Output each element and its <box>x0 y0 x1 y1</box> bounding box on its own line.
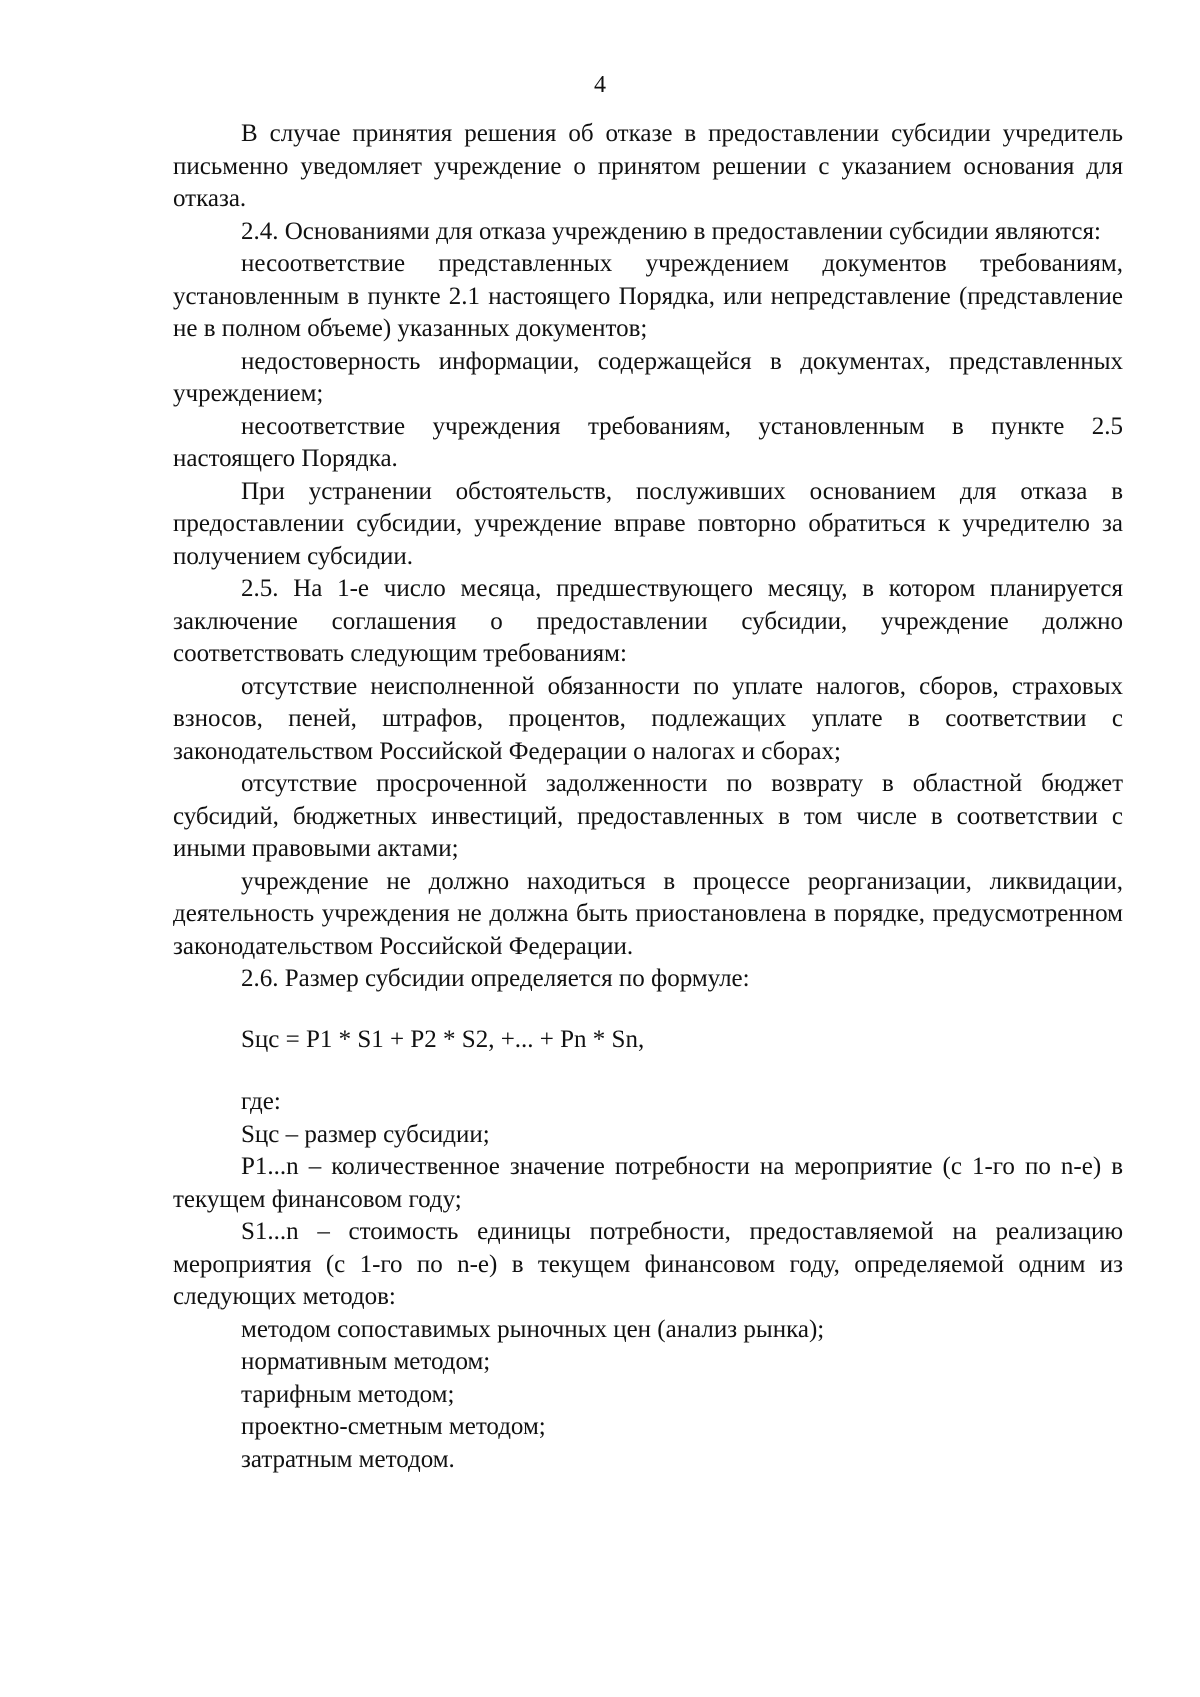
document-body <box>173 118 1123 1476</box>
method-item: затратным методом. <box>241 1445 455 1473</box>
method-item: методом сопоставимых рыночных цен (анализ рынка); <box>241 1315 825 1343</box>
paragraph-2-5: 2.5. На 1-е число месяца, предшествующего месяцу, в котором планируется заключение соглашения о предоставлении субсидии, учреждение должно соответствовать следующим требованиям: <box>173 575 1123 667</box>
subsidy-formula: Sцс = P1 * S1 + P2 * S2, +... + Pn * Sn, <box>241 1025 645 1053</box>
paragraph-req-reorganization: учреждение не должно находиться в процессе реорганизации, ликвидации, деятельность учреждения не должна быть приостановлена в порядке, предусмотренном законодательством Российской Федерации. <box>173 867 1123 960</box>
legend-s1n-definition: S1...n – стоимость единицы потребности, предоставляемой на реализацию мероприятия (с 1-го по n-е) в текущем финансовом году, определяемой одним из следующих методов: <box>173 1218 1123 1310</box>
page-number: 4 <box>594 72 606 98</box>
paragraph-ground-documents: несоответствие представленных учреждением документов требованиям, установленным в пункте 2.1 настоящего Порядка, или непредставление (представление не в полном объеме) указанных документов; <box>173 250 1123 342</box>
paragraph-2-4: 2.4. Основаниями для отказа учреждению в предоставлении субсидии являются: <box>241 217 1101 245</box>
paragraph-reapply: При устранении обстоятельств, послуживших основанием для отказа в предоставлении субсидии, учреждение вправе повторно обратиться к учредителю за получением субсидии. <box>173 477 1123 570</box>
paragraph-ground-noncompliance: несоответствие учреждения требованиям, установленным в пункте 2.5 настоящего Порядка. <box>173 412 1123 472</box>
method-item: нормативным методом; <box>241 1348 491 1375</box>
paragraph-req-taxes: отсутствие неисполненной обязанности по уплате налогов, сборов, страховых взносов, пеней, штрафов, процентов, подлежащих уплате в соответствии с законодательством Российской Федерации о налогах и сборах; <box>173 672 1123 765</box>
legend-s-definition: Sцс – размер субсидии; <box>241 1120 490 1148</box>
paragraph-2-6: 2.6. Размер субсидии определяется по формуле: <box>241 965 750 992</box>
paragraph-ground-unreliable: недостоверность информации, содержащейся в документах, представленных учреждением; <box>173 347 1123 407</box>
paragraph-req-debt: отсутствие просроченной задолженности по возврату в областной бюджет субсидий, бюджетных инвестиций, предоставленных в том числе в соответствии с иными правовыми актами; <box>173 770 1123 862</box>
method-item: проектно-сметным методом; <box>241 1413 546 1440</box>
legend-p-definition: P1...n – количественное значение потребности на мероприятие (с 1-го по n-е) в текущем финансовом году; <box>173 1153 1123 1213</box>
method-item: тарифным методом; <box>241 1380 455 1408</box>
legend-where: где: <box>241 1088 281 1115</box>
paragraph-refusal-notice: В случае принятия решения об отказе в предоставлении субсидии учредитель письменно уведомляет учреждение о принятом решении с указанием основания для отказа. <box>173 120 1123 212</box>
